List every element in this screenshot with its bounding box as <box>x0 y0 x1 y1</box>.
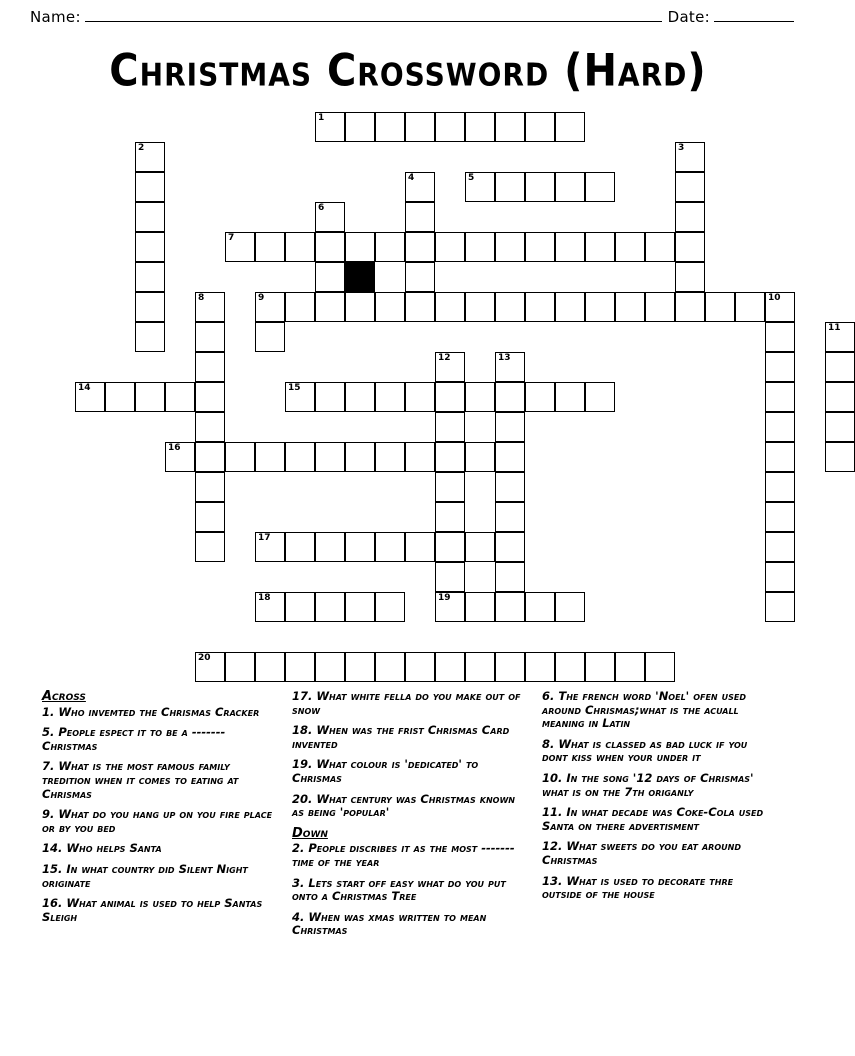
grid-cell[interactable] <box>375 382 405 412</box>
grid-cell[interactable] <box>465 532 495 562</box>
grid-cell[interactable] <box>435 592 465 622</box>
clue-item: 6. The french word 'Noel' ofen used around Chrismas;what is the acuall meaning in Latin <box>542 689 746 731</box>
grid-cell[interactable] <box>435 292 465 322</box>
clue-item: 18. When was the frist Chrismas Card invented <box>292 723 510 751</box>
grid-cell[interactable] <box>255 532 285 562</box>
clue-item: 10. In the song '12 days of Chrismas' what is on the 7th origanly <box>542 770 754 799</box>
clue-item: 4. When was xmas written to mean Christmas <box>292 909 487 938</box>
grid-cell[interactable] <box>465 112 495 142</box>
grid-cell[interactable] <box>135 262 165 292</box>
grid-cell[interactable] <box>195 292 225 322</box>
name-blank-line[interactable] <box>85 9 662 22</box>
grid-cell[interactable] <box>405 442 435 472</box>
grid-cell[interactable] <box>375 232 405 262</box>
grid-cell[interactable] <box>705 292 735 322</box>
grid-cell[interactable] <box>225 442 255 472</box>
grid-cell[interactable] <box>585 292 615 322</box>
grid-cell[interactable] <box>645 652 675 682</box>
clues-column-3 <box>542 690 774 945</box>
grid-cell[interactable] <box>345 112 375 142</box>
grid-cell[interactable] <box>615 652 645 682</box>
grid-cell[interactable] <box>435 232 465 262</box>
grid-cell[interactable] <box>195 382 225 412</box>
grid-cell[interactable] <box>435 412 465 442</box>
grid-cell[interactable] <box>555 592 585 622</box>
grid-cell[interactable] <box>825 322 855 352</box>
grid-cell[interactable] <box>405 652 435 682</box>
grid-cell[interactable] <box>405 292 435 322</box>
grid-cell[interactable] <box>495 382 525 412</box>
name-label: Name: <box>30 8 81 26</box>
grid-cell[interactable] <box>765 532 795 562</box>
grid-cell[interactable] <box>165 442 195 472</box>
grid-cell[interactable] <box>615 232 645 262</box>
grid-cell[interactable] <box>435 652 465 682</box>
grid-cell[interactable] <box>765 562 795 592</box>
grid-cell[interactable] <box>255 292 285 322</box>
clue-item: 11. In what decade was Coke-Cola used Santa on there advertisment <box>542 805 764 833</box>
grid-cell-number: 13 <box>498 353 511 363</box>
grid-cell[interactable] <box>345 652 375 682</box>
grid-cell-number: 6 <box>318 203 325 213</box>
grid-cell[interactable] <box>345 292 375 322</box>
grid-cell[interactable] <box>675 142 705 172</box>
down-clue-list <box>542 690 774 902</box>
grid-cell[interactable] <box>585 172 615 202</box>
grid-cell[interactable] <box>465 592 495 622</box>
date-blank-line[interactable] <box>714 9 794 22</box>
clue-item: 7. What is the most famous family tredition when it comes to eating at Chrismas <box>42 759 239 801</box>
grid-cell[interactable] <box>405 172 435 202</box>
grid-cell-number: 14 <box>78 383 91 393</box>
grid-cell[interactable] <box>405 262 435 292</box>
grid-cell[interactable] <box>135 292 165 322</box>
grid-cell[interactable] <box>105 382 135 412</box>
grid-cell[interactable] <box>495 532 525 562</box>
grid-cell[interactable] <box>675 292 705 322</box>
grid-cell[interactable] <box>555 112 585 142</box>
grid-cell[interactable] <box>315 442 345 472</box>
grid-cell[interactable] <box>405 382 435 412</box>
grid-block <box>345 262 375 292</box>
grid-cell[interactable] <box>195 652 225 682</box>
grid-cell[interactable] <box>525 652 555 682</box>
grid-cell[interactable] <box>345 592 375 622</box>
clue-item: 19. What colour is 'dedicated' to Chrismas <box>292 757 479 785</box>
grid-cell[interactable] <box>195 352 225 382</box>
grid-cell-number: 7 <box>228 233 235 243</box>
grid-cell[interactable] <box>555 172 585 202</box>
grid-cell[interactable] <box>285 652 315 682</box>
grid-cell[interactable] <box>765 352 795 382</box>
grid-cell[interactable] <box>825 352 855 382</box>
grid-cell[interactable] <box>825 412 855 442</box>
grid-cell[interactable] <box>195 502 225 532</box>
grid-cell[interactable] <box>645 292 675 322</box>
grid-cell[interactable] <box>135 142 165 172</box>
grid-cell-number: 8 <box>198 293 205 303</box>
grid-cell[interactable] <box>255 652 285 682</box>
grid-cell-number: 15 <box>288 383 301 393</box>
grid-cell[interactable] <box>765 472 795 502</box>
clue-item: 5. People espect it to be a ------- Christmas <box>42 725 226 753</box>
clue-item: 14. Who helps Santa <box>42 841 162 856</box>
grid-cell[interactable] <box>645 232 675 262</box>
grid-cell[interactable] <box>465 652 495 682</box>
grid-cell[interactable] <box>765 442 795 472</box>
grid-cell[interactable] <box>285 532 315 562</box>
grid-cell[interactable] <box>285 592 315 622</box>
grid-cell[interactable] <box>765 292 795 322</box>
grid-cell[interactable] <box>735 292 765 322</box>
grid-cell[interactable] <box>285 292 315 322</box>
grid-cell[interactable] <box>315 382 345 412</box>
grid-cell[interactable] <box>315 202 345 232</box>
grid-cell[interactable] <box>225 232 255 262</box>
grid-cell[interactable] <box>465 382 495 412</box>
grid-cell[interactable] <box>135 382 165 412</box>
grid-cell[interactable] <box>555 652 585 682</box>
grid-cell[interactable] <box>495 352 525 382</box>
grid-cell[interactable] <box>375 592 405 622</box>
grid-cell[interactable] <box>585 652 615 682</box>
grid-cell[interactable] <box>375 442 405 472</box>
clue-item: 20. What century was Christmas known as being 'popular' <box>292 791 515 820</box>
grid-cell[interactable] <box>615 292 645 322</box>
grid-cell[interactable] <box>345 442 375 472</box>
grid-cell[interactable] <box>555 292 585 322</box>
down-header: Down <box>292 825 328 841</box>
clues-column-2 <box>292 690 524 945</box>
grid-cell[interactable] <box>525 292 555 322</box>
grid-cell[interactable] <box>315 592 345 622</box>
grid-cell[interactable] <box>405 532 435 562</box>
grid-cell[interactable] <box>495 292 525 322</box>
grid-cell[interactable] <box>825 382 855 412</box>
grid-cell[interactable] <box>135 232 165 262</box>
grid-cell[interactable] <box>495 592 525 622</box>
grid-cell[interactable] <box>435 442 465 472</box>
grid-cell[interactable] <box>525 172 555 202</box>
grid-cell[interactable] <box>435 472 465 502</box>
clue-item: 8. What is classed as bad luck if you dont kiss when your under it <box>542 736 748 765</box>
grid-cell[interactable] <box>465 232 495 262</box>
grid-cell[interactable] <box>495 562 525 592</box>
grid-cell[interactable] <box>255 322 285 352</box>
grid-cell[interactable] <box>435 112 465 142</box>
grid-cell[interactable] <box>495 472 525 502</box>
grid-cell[interactable] <box>435 382 465 412</box>
grid-cell[interactable] <box>195 442 225 472</box>
clue-item: 1. Who invemted the Chrismas Cracker <box>42 704 260 719</box>
clue-item: 15. In what country did Silent Night originate <box>42 861 248 890</box>
grid-cell[interactable] <box>375 292 405 322</box>
crossword-grid[interactable] <box>0 104 841 684</box>
clue-item: 2. People discribes it as the most ------- time of the year <box>292 841 515 869</box>
grid-cell-number: 12 <box>438 353 451 363</box>
grid-cell[interactable] <box>765 592 795 622</box>
grid-cell[interactable] <box>315 532 345 562</box>
grid-cell[interactable] <box>315 292 345 322</box>
grid-cell[interactable] <box>675 232 705 262</box>
grid-cell[interactable] <box>435 502 465 532</box>
grid-cell[interactable] <box>525 232 555 262</box>
grid-cell-number: 18 <box>258 593 271 603</box>
grid-cell[interactable] <box>555 382 585 412</box>
grid-cell[interactable] <box>345 232 375 262</box>
clue-list-2 <box>292 690 524 938</box>
grid-cell[interactable] <box>225 652 255 682</box>
grid-cell[interactable] <box>765 412 795 442</box>
clue-item: 16. What animal is used to help Santas Sleigh <box>42 896 263 924</box>
grid-cell[interactable] <box>75 382 105 412</box>
grid-cell[interactable] <box>135 172 165 202</box>
grid-cell[interactable] <box>195 472 225 502</box>
grid-cell[interactable] <box>255 232 285 262</box>
grid-cell-number: 4 <box>408 173 415 183</box>
clue-item: 17. What white fella do you make out of snow <box>292 689 521 717</box>
grid-cell[interactable] <box>555 232 585 262</box>
grid-cell[interactable] <box>525 592 555 622</box>
grid-cell[interactable] <box>285 382 315 412</box>
grid-cell[interactable] <box>255 592 285 622</box>
across-clue-list-1 <box>42 706 274 925</box>
grid-cell[interactable] <box>495 652 525 682</box>
grid-cell[interactable] <box>495 172 525 202</box>
grid-cell[interactable] <box>435 532 465 562</box>
grid-cell[interactable] <box>495 112 525 142</box>
grid-cell[interactable] <box>315 232 345 262</box>
clues-section <box>42 690 777 945</box>
grid-cell[interactable] <box>375 532 405 562</box>
grid-cell-number: 10 <box>768 293 781 303</box>
grid-cell[interactable] <box>315 112 345 142</box>
grid-cell[interactable] <box>285 442 315 472</box>
grid-cell-number: 3 <box>678 143 685 153</box>
grid-cell[interactable] <box>285 232 315 262</box>
grid-cell[interactable] <box>375 652 405 682</box>
grid-cell[interactable] <box>765 382 795 412</box>
grid-cell[interactable] <box>495 412 525 442</box>
grid-cell-number: 20 <box>198 653 211 663</box>
grid-cell[interactable] <box>405 202 435 232</box>
grid-cell[interactable] <box>585 232 615 262</box>
grid-cell[interactable] <box>255 442 285 472</box>
grid-cell[interactable] <box>375 112 405 142</box>
grid-cell[interactable] <box>195 412 225 442</box>
grid-cell[interactable] <box>135 322 165 352</box>
grid-cell-number: 9 <box>258 293 265 303</box>
grid-cell[interactable] <box>465 292 495 322</box>
grid-cell[interactable] <box>435 352 465 382</box>
grid-cell[interactable] <box>825 442 855 472</box>
name-date-line <box>0 0 816 26</box>
grid-cell[interactable] <box>345 382 375 412</box>
grid-cell[interactable] <box>195 532 225 562</box>
grid-cell[interactable] <box>465 172 495 202</box>
grid-cell[interactable] <box>315 652 345 682</box>
grid-cell[interactable] <box>675 172 705 202</box>
across-header: Across <box>42 689 86 704</box>
grid-cell[interactable] <box>435 562 465 592</box>
grid-cell[interactable] <box>765 502 795 532</box>
grid-cell[interactable] <box>315 262 345 292</box>
grid-cell[interactable] <box>525 382 555 412</box>
clue-item: 12. What sweets do you eat around Christmas <box>542 839 741 867</box>
grid-cell[interactable] <box>405 112 435 142</box>
clues-column-1 <box>42 690 274 945</box>
clue-item: 3. Lets start off easy what do you put onto a Christmas Tree <box>292 875 506 904</box>
clue-item: 13. What is used to decorate thre outside of the house <box>542 873 734 902</box>
grid-cell[interactable] <box>135 202 165 232</box>
grid-cell-number: 1 <box>318 113 325 123</box>
grid-cell[interactable] <box>675 262 705 292</box>
clue-item: 9. What do you hang up on you fire place or by you bed <box>42 807 273 835</box>
grid-cell[interactable] <box>495 232 525 262</box>
grid-cell[interactable] <box>405 232 435 262</box>
grid-cell-number: 17 <box>258 533 271 543</box>
grid-cell-number: 2 <box>138 143 145 153</box>
grid-cell-number: 11 <box>828 323 841 333</box>
grid-cell-number: 19 <box>438 593 451 603</box>
grid-cell[interactable] <box>585 382 615 412</box>
grid-cell-number: 16 <box>168 443 181 453</box>
grid-cell[interactable] <box>465 442 495 472</box>
grid-cell[interactable] <box>165 382 195 412</box>
grid-cell[interactable] <box>765 322 795 352</box>
date-label: Date: <box>667 8 710 26</box>
grid-cell[interactable] <box>675 202 705 232</box>
grid-cell[interactable] <box>525 112 555 142</box>
grid-cell[interactable] <box>345 532 375 562</box>
grid-cell[interactable] <box>495 442 525 472</box>
grid-cell[interactable] <box>495 502 525 532</box>
grid-cell-number: 5 <box>468 173 475 183</box>
grid-cell[interactable] <box>195 322 225 352</box>
page-title: Christmas Crossword (Hard) <box>109 45 707 97</box>
